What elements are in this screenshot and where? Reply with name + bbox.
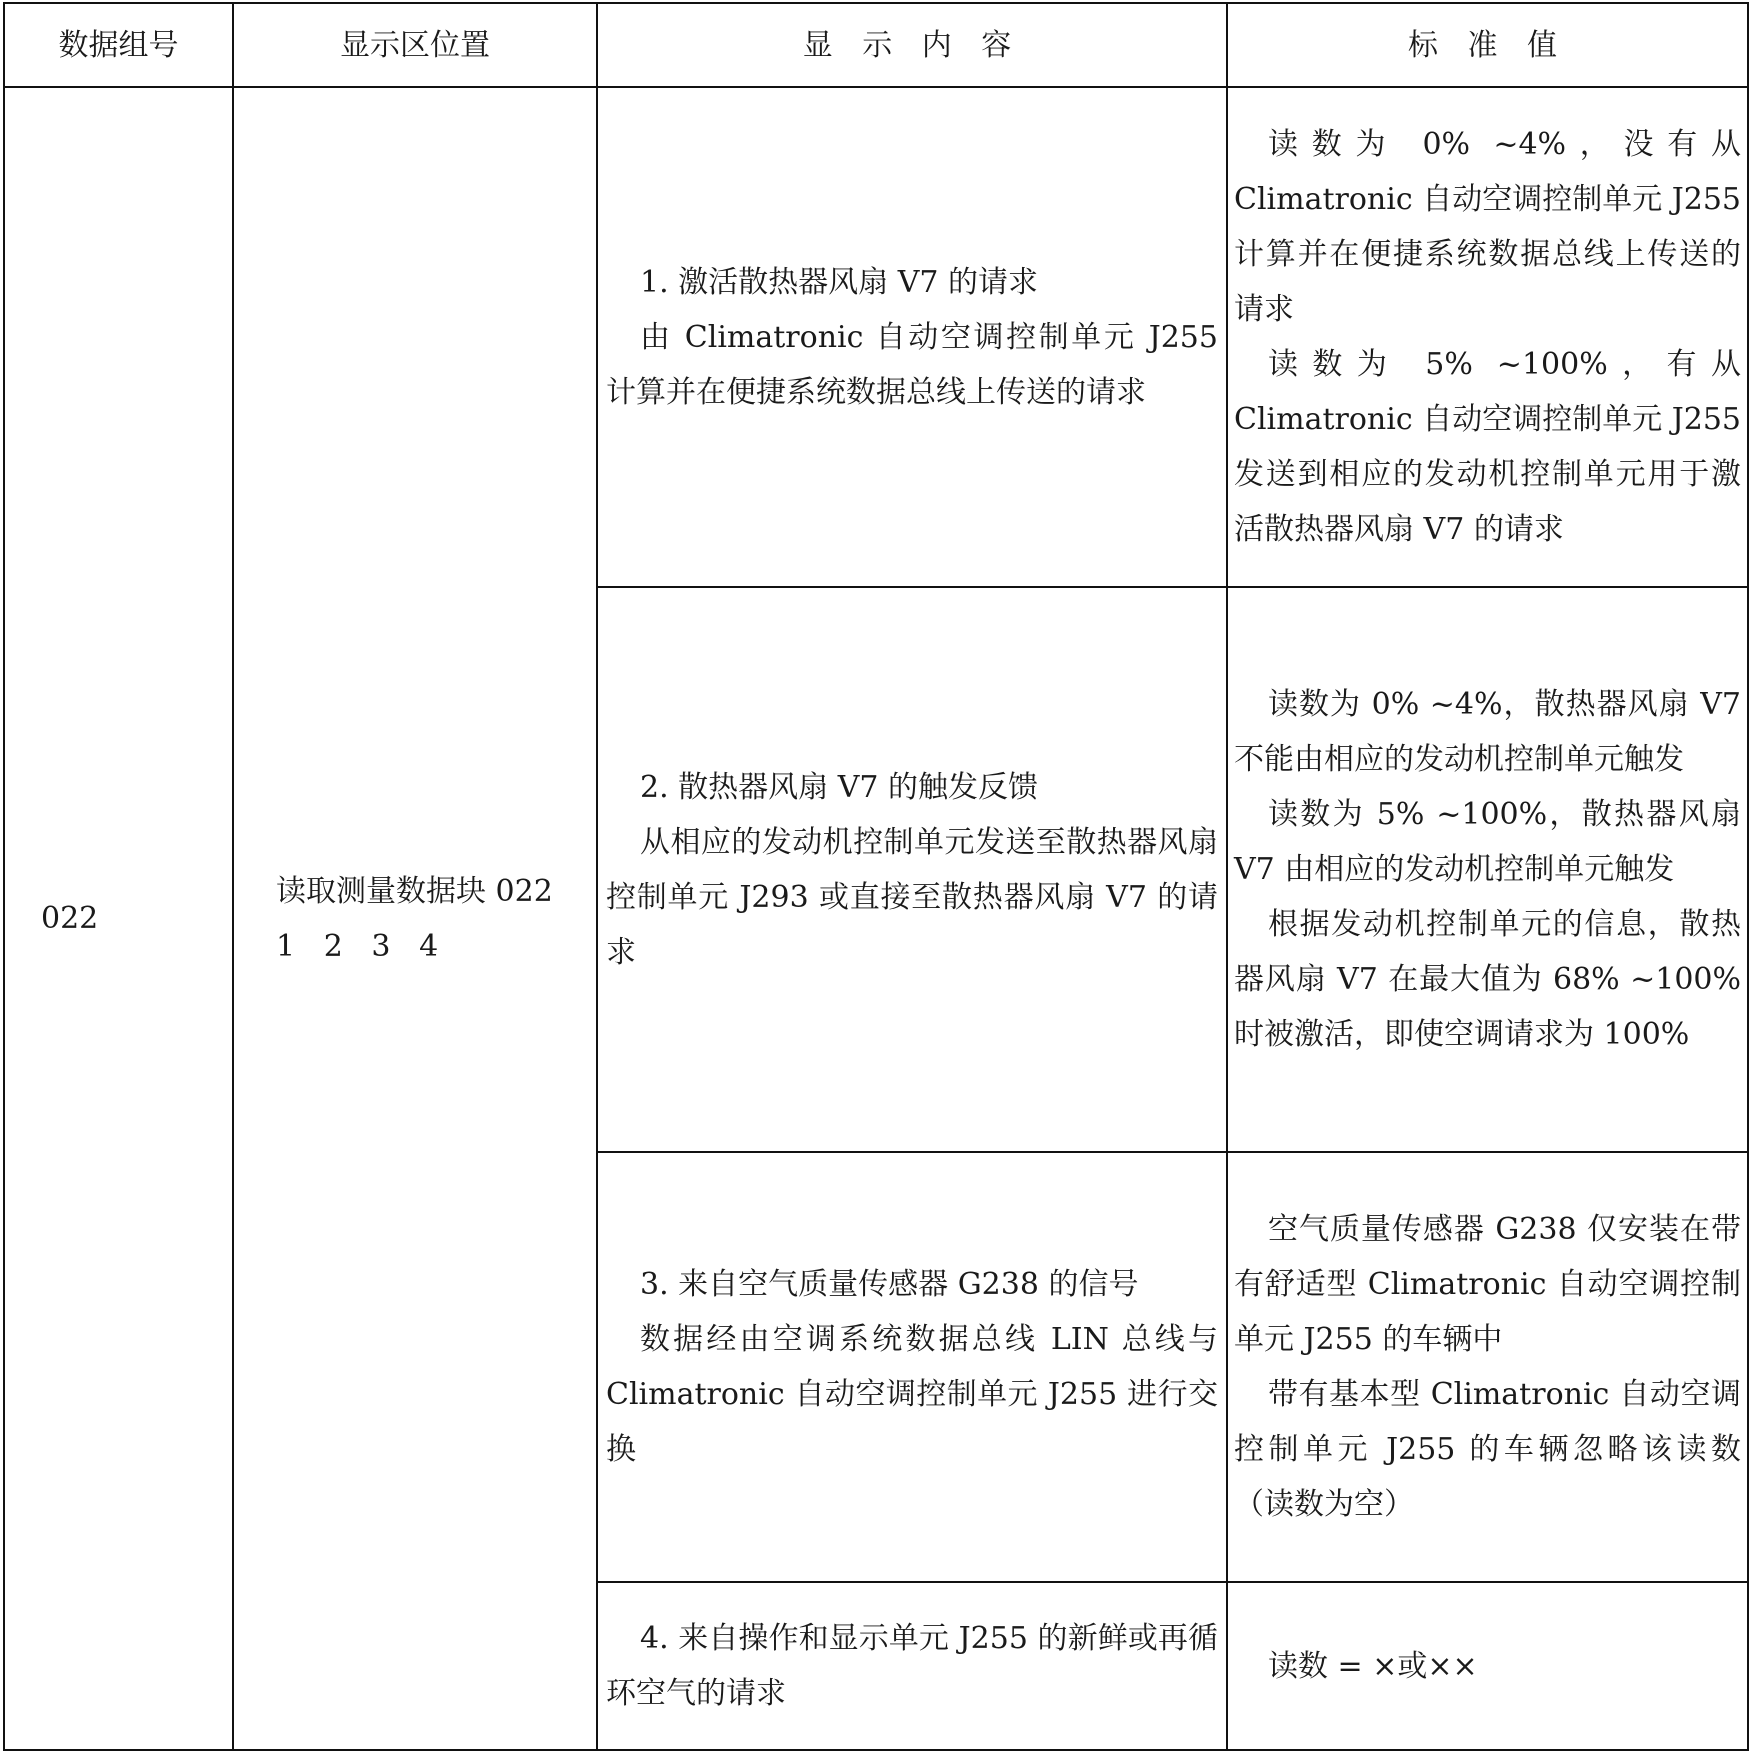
data-group-table bbox=[3, 2, 1749, 1751]
content-cell bbox=[597, 587, 1227, 1152]
header-group-number: 数据组号 bbox=[4, 3, 233, 87]
content-text: 从相应的发动机控制单元发送至散热器风扇控制单元 J293 或直接至散热器风扇 V7 的请求 bbox=[606, 824, 1218, 970]
content-text: 数据经由空调系统数据总线 LIN 总线与 Climatronic 自动空调控制单元 J255 进行交换 bbox=[606, 1322, 1218, 1467]
standard-text: 读数 = ×或×× bbox=[1268, 1648, 1478, 1684]
content-text: 由 Climatronic 自动空调控制单元 J255 计算并在便捷系统数据总线上传送的请求 bbox=[606, 319, 1218, 410]
standard-text: 带有基本型 Climatronic 自动空调控制单元 J255 的车辆忽略该读数（读数为空） bbox=[1234, 1377, 1741, 1522]
content-cell bbox=[597, 1152, 1227, 1582]
content-title: 1. 激活散热器风扇 V7 的请求 bbox=[640, 264, 1038, 300]
standard-value-cell bbox=[1227, 1152, 1748, 1582]
header-standard-value: 标 准 值 bbox=[1227, 3, 1748, 87]
standard-value-cell bbox=[1227, 1582, 1748, 1750]
header-display-location: 显示区位置 bbox=[233, 3, 597, 87]
content-title: 3. 来自空气质量传感器 G238 的信号 bbox=[640, 1267, 1139, 1302]
location-line-2: 1 2 3 4 bbox=[276, 928, 439, 964]
content-cell bbox=[597, 1582, 1227, 1750]
standard-text: 读数为 5% ~100%，有从 Climatronic 自动空调控制单元 J255 发送到相应的发动机控制单元用于激活散热器风扇 V7 的请求 bbox=[1234, 347, 1742, 547]
standard-value-cell bbox=[1227, 587, 1748, 1152]
data-table-sheet bbox=[3, 2, 1747, 1749]
content-title: 4. 来自操作和显示单元 J255 的新鲜或再循环空气的请求 bbox=[606, 1621, 1218, 1711]
group-number-cell: 022 bbox=[4, 87, 233, 1750]
location-line-1: 读取测量数据块 022 bbox=[276, 873, 553, 909]
table-header-row bbox=[4, 3, 1748, 87]
standard-value-cell bbox=[1227, 87, 1748, 587]
display-location-cell bbox=[233, 87, 597, 1750]
table-row bbox=[4, 87, 1748, 587]
standard-text: 空气质量传感器 G238 仅安装在带有舒适型 Climatronic 自动空调控制单元 J255 的车辆中 bbox=[1234, 1212, 1741, 1357]
standard-text: 读数为 5% ~100%，散热器风扇 V7 由相应的发动机控制单元触发 bbox=[1234, 797, 1741, 887]
content-cell bbox=[597, 87, 1227, 587]
standard-text: 读数为 0% ~4%，没有从 Climatronic 自动空调控制单元 J255 计算并在便捷系统数据总线上传送的请求 bbox=[1234, 127, 1742, 327]
standard-text: 读数为 0% ~4%，散热器风扇 V7 不能由相应的发动机控制单元触发 bbox=[1234, 687, 1741, 777]
header-display-content: 显 示 内 容 bbox=[597, 3, 1227, 87]
content-title: 2. 散热器风扇 V7 的触发反馈 bbox=[640, 769, 1038, 805]
standard-text: 根据发动机控制单元的信息，散热器风扇 V7 在最大值为 68% ~100%时被激活，即使空调请求为 100% bbox=[1234, 907, 1741, 1052]
